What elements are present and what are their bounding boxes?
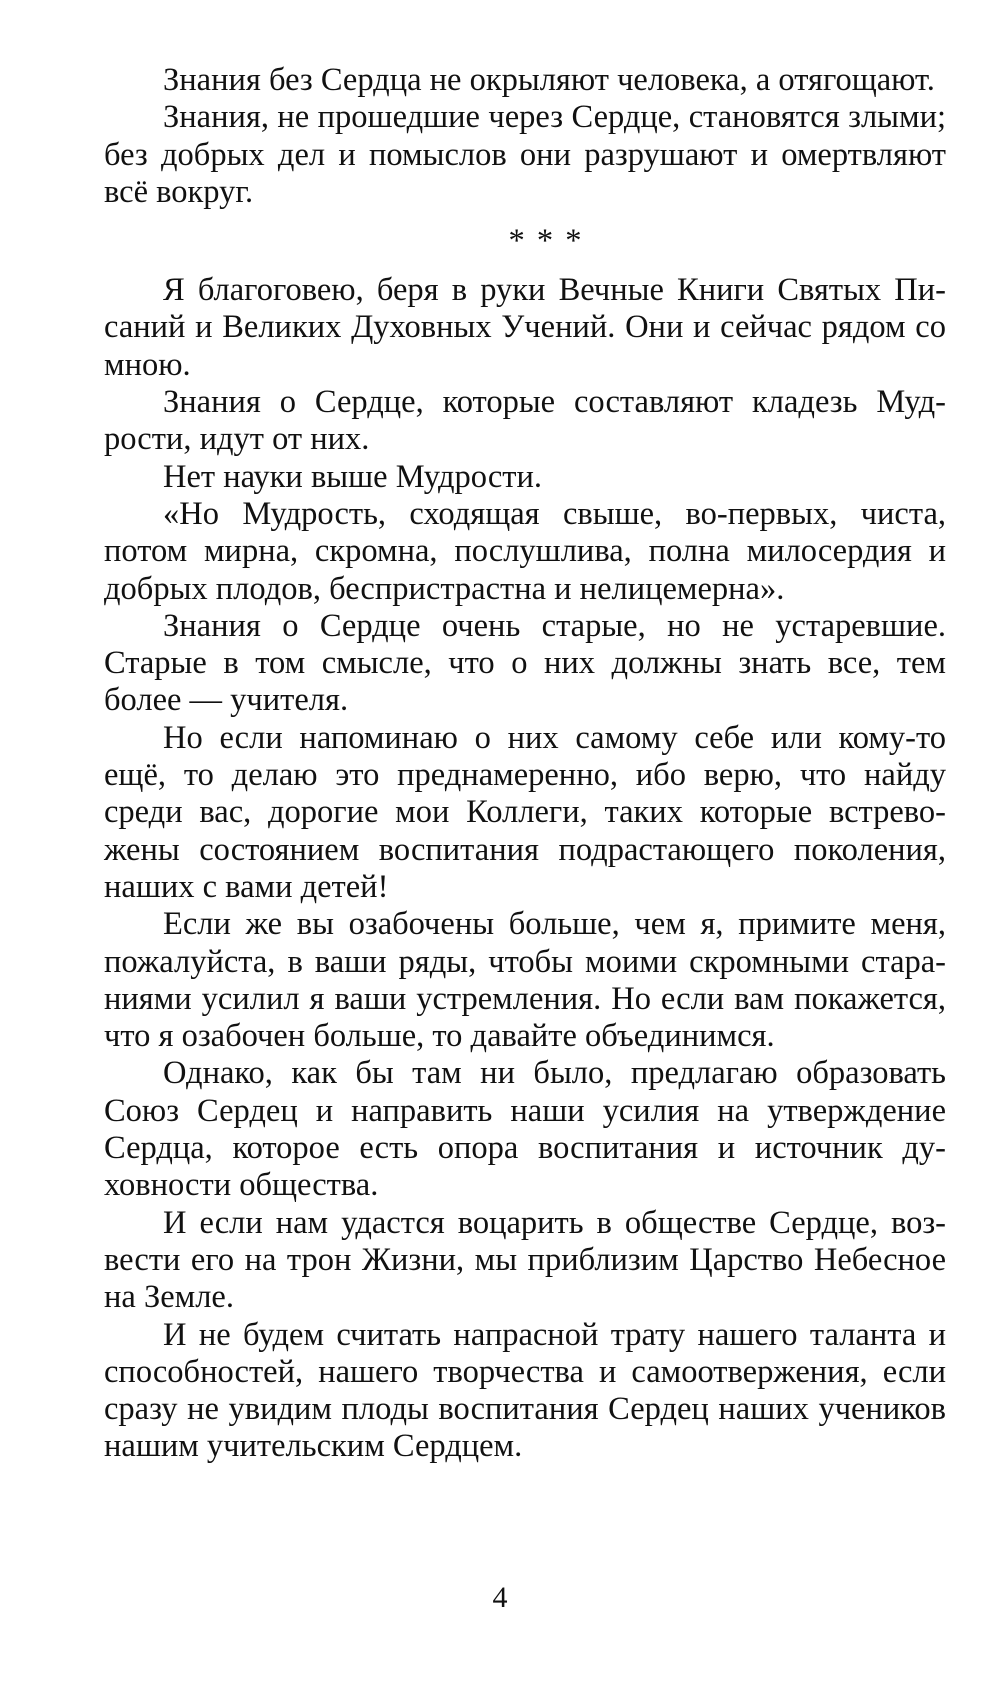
paragraph: И не будем считать напрасной трату нашего таланта и способностей, нашего творчества и самоотвержения, если сразу не увидим плоды воспитания Сердец наших учеников нашим учительским Сердцем. [104,1316,946,1465]
paragraph: Знания без Сердца не окрыляют человека, а отягощают. [163,62,935,98]
page-text-block [104,62,946,1466]
paragraph: Если же вы озабочены больше, чем я, примите меня, пожалуйста, в ваши ряды, чтобы моими скромными стараниями усилил я ваши устремления. Но если вам покажется, что я озабочен больше, то давайте объединимся. [104,906,946,1055]
paragraph: Знания о Сердце очень старые, но не устаревшие. Старые в том смысле, что о них должны знать все, тем более — учителя. [104,607,946,719]
paragraph: Но если напоминаю о них самому себе или кому-то ещё, то делаю это преднамеренно, ибо верю, что найду среди вас, дорогие мои Коллеги, таких которые встревожены состоянием воспитания подрастающего поколения, наших с вами детей! [104,719,946,905]
paragraph: И если нам удастся воцарить в обществе Сердце, возвести его на трон Жизни, мы приблизим Царство Небесное на Земле. [104,1204,946,1316]
paragraph: Знания, не прошедшие через Сердце, становятся злыми; без добрых дел и помыслов они разрушают и омертвляют всё вокруг. [104,99,946,210]
paragraph: Однако, как бы там ни было, предлагаю образовать Союз Сердец и направить наши усилия на утверждение Сердца, которое есть опора воспитания и источник духовности общества. [104,1055,946,1204]
paragraph: Я благоговею, беря в руки Вечные Книги Святых Писаний и Великих Духовных Учений. Они и сейчас рядом со мною. [104,272,946,383]
section-separator: * * * [508,223,582,260]
paragraph: «Но Мудрость, сходящая свыше, во-первых, чиста, потом мирна, скромна, послушлива, полна милосердия и добрых плодов, беспристрастна и нелицемерна». [104,495,946,607]
paragraph: Знания о Сердце, которые составляют кладезь Мудрости, идут от них. [104,384,946,458]
paragraph: Нет науки выше Мудрости. [163,458,542,495]
page-number: 4 [492,1581,508,1614]
